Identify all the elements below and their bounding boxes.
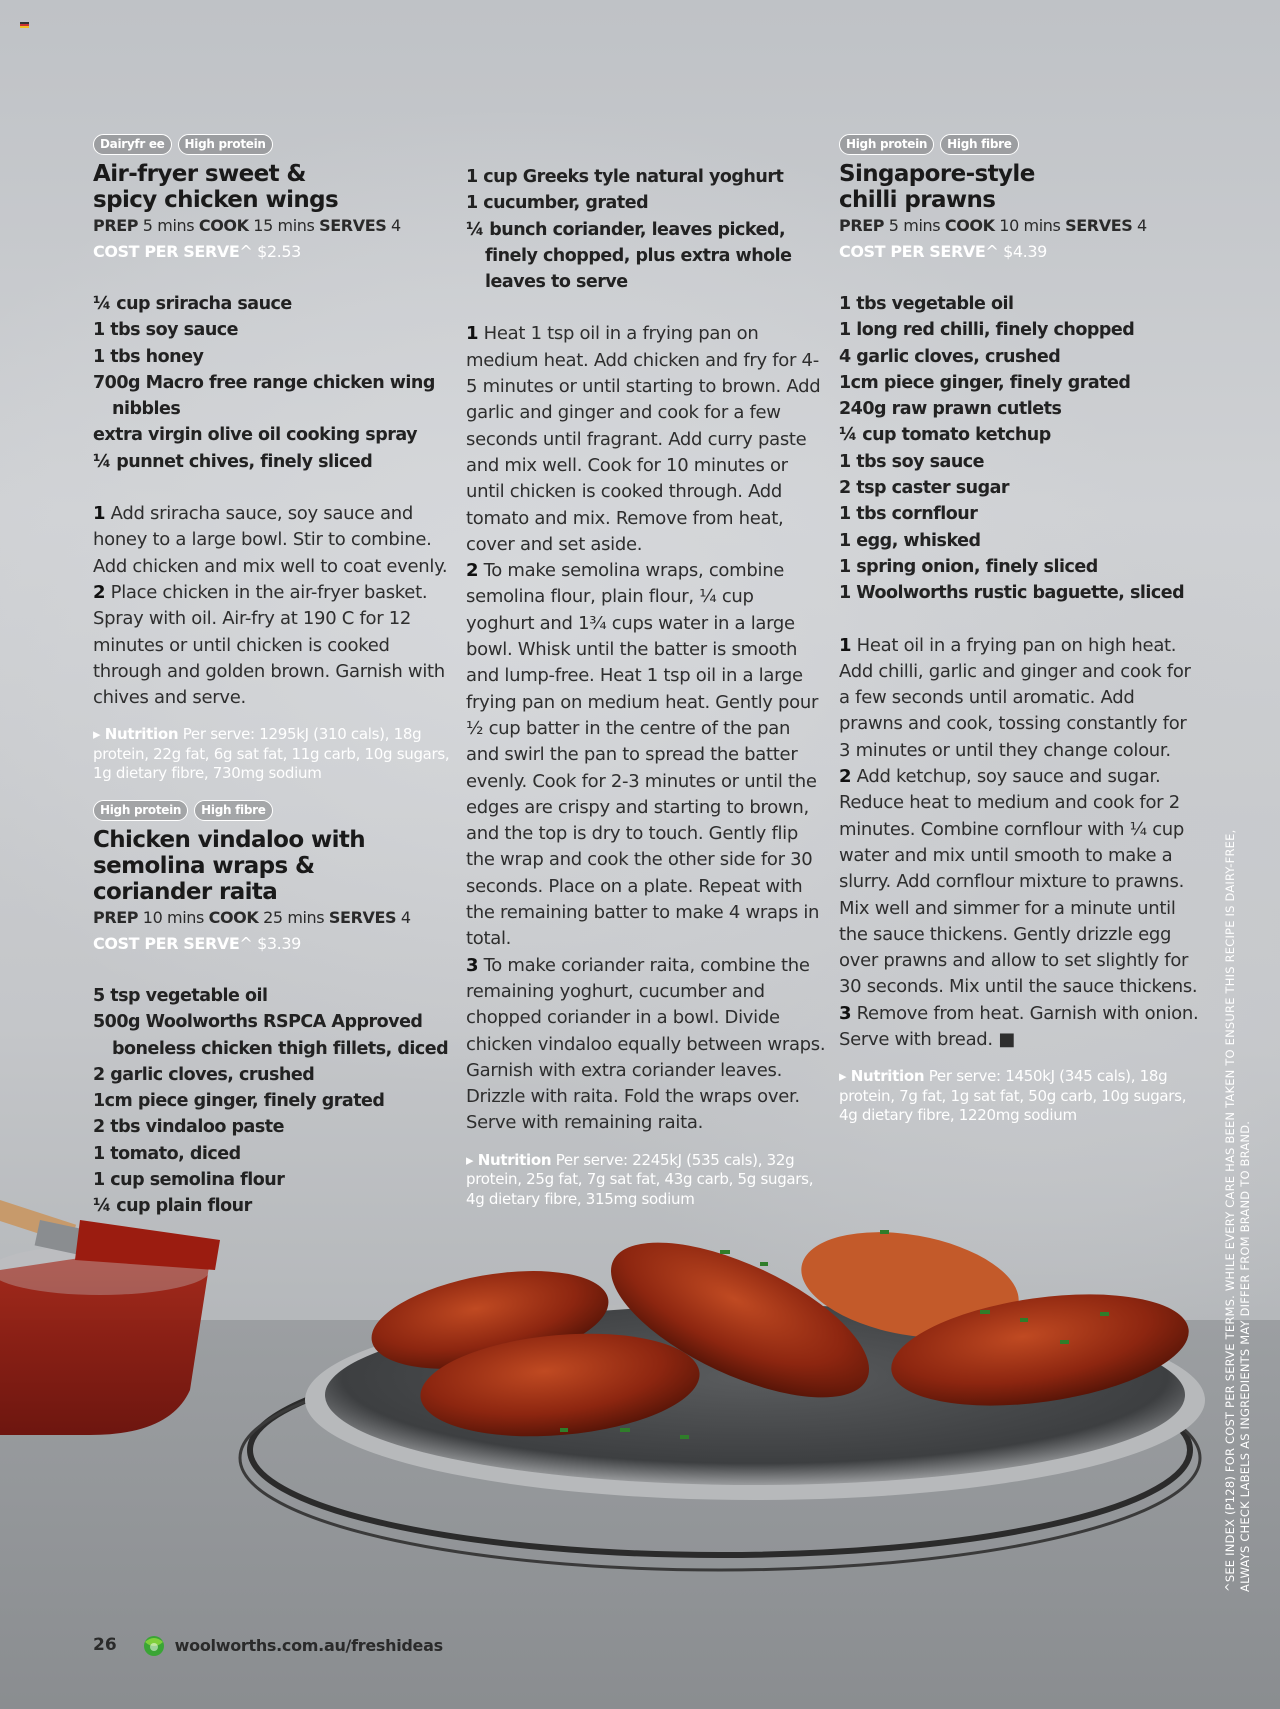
recipe-meta: PREP 5 mins COOK 15 mins SERVES 4 [93, 216, 401, 235]
recipe-chicken-wings [93, 134, 453, 784]
page-number: 26 [93, 1635, 117, 1655]
method-step: 1 Add sriracha sauce, soy sauce and honey to a large bowl. Stir to combine. Add chicken and mix well to coat evenly. [93, 503, 448, 577]
page-footer [93, 1632, 443, 1658]
triangle-right-icon: ▸ [93, 725, 101, 744]
tag-list [839, 134, 1199, 155]
method-step: 2 Place chicken in the air-fryer basket. Spray with oil. Air-fry at 190 C for 12 minutes or until chicken is cooked through and golden brown. Garnish with chives and serve. [93, 581, 445, 709]
ingredient-item: 1 egg, whisked [839, 530, 981, 551]
ingredient-item: 2 tbs vindaloo paste [93, 1117, 284, 1138]
ingredient-item: 1 spring onion, finely sliced [839, 556, 1098, 577]
ingredient-item: 500g Woolworths RSPCA Approved boneless chicken thigh fillets, diced [93, 1012, 449, 1059]
ingredient-item: 1cm piece ginger, finely grated [839, 372, 1131, 393]
ingredient-item: 2 garlic cloves, crushed [93, 1064, 315, 1085]
ingredient-item: 1 tbs cornflour [839, 504, 978, 525]
ingredient-item: 700g Macro free range chicken wing nibbles [93, 372, 435, 420]
ingredient-item: 1 tbs soy sauce [839, 451, 985, 472]
ingredient-item: 4 garlic cloves, crushed [839, 346, 1061, 367]
cost-per-serve: COST PER SERVE^ $3.39 [93, 933, 301, 953]
ingredient-item: 1 cup Greeks tyle natural yoghurt [466, 167, 784, 187]
tag-list [93, 134, 453, 155]
method-step: 3 Remove from heat. Garnish with onion. Serve with bread. ■ [839, 1002, 1199, 1051]
woolworths-logo-icon [139, 1632, 169, 1658]
tag-dairy-free: Dairyfr ee [93, 134, 172, 155]
woolworths-logo [139, 1632, 443, 1658]
tag-high-protein: High protein [178, 134, 273, 155]
column-right [839, 134, 1199, 1126]
method-step: 2 To make semolina wraps, combine semolina flour, plain flour, ¼ cup yoghurt and 1¾ cups water in a large bowl. Whisk until the batter is smooth and lump-free. Heat 1 tsp oil in a large frying pan on medium heat. Gently pour ½ cup batter in the centre of the pan and swirl the pan to spread the batter evenly. Cook for 2-3 minutes or until the edges are crispy and starting to brown, and the top is dry to touch. Gently flip the wrap and cook the other side for 30 seconds. Place on a plate. Repeat with the remaining batter to make 4 wraps in total. [466, 560, 820, 950]
recipe-title: Chicken vindaloo with semolina wraps & coriander raita [93, 826, 366, 905]
tag-list [93, 800, 453, 821]
recipe-meta: PREP 10 mins COOK 25 mins SERVES 4 [93, 907, 411, 927]
side-disclaimer: ^SEE INDEX (P128) FOR COST PER SERVE TERMS. WHILE EVERY CARE HAS BEEN TAKEN TO ENSURE THIS RECIPE IS DAIRY-FREE, ALWAYS CHECK LABELS AS INGREDIENTS MAY DIFFER FROM BRAND TO BRAND. [1223, 829, 1252, 1592]
ingredient-item: 1 long red chilli, finely chopped [839, 320, 1135, 341]
ingredient-item: 1 tbs honey [93, 346, 204, 367]
nutrition-info: ▸ Nutrition Per serve: 2245kJ (535 cals), 32g protein, 25g fat, 7g sat fat, 43g carb, 5g sugars, 4g dietary fibre, 315mg sodium [466, 1150, 814, 1208]
ingredient-list [839, 291, 1199, 607]
black-square-icon: ■ [998, 1029, 1015, 1051]
ingredient-item: 1 tomato, diced [93, 1143, 241, 1164]
ingredient-item: 1cm piece ginger, finely grated [93, 1091, 385, 1112]
method-step: 2 Add ketchup, soy sauce and sugar. Reduce heat to medium and cook for 2 minutes. Combine cornflour with ¼ cup water and mix until smooth to make a slurry. Add cornflour mixture to prawns. Mix well and simmer for a minute until the sauce thickens. Gently drizzle egg over prawns and allow to set slightly for 30 seconds. Mix until the sauce thickens. [839, 766, 1198, 998]
ingredient-list [93, 983, 453, 1220]
recipe-meta: PREP 5 mins COOK 10 mins SERVES 4 [839, 216, 1147, 235]
recipe-chicken-vindaloo [93, 800, 453, 1220]
method-step: 1 Heat 1 tsp oil in a frying pan on medium heat. Add chicken and fry for 4-5 minutes or until starting to brown. Add garlic and ginger and cook for a few seconds until fragrant. Add curry paste and mix well. Cook for 10 minutes or until chicken is cooked through. Add tomato and mix. Remove from heat, cover and set aside. [466, 323, 821, 555]
ingredient-item: ¼ cup sriracha sauce [93, 294, 292, 314]
ingredient-item: 1 tbs vegetable oil [839, 294, 1014, 314]
column-middle [466, 164, 826, 1209]
method-steps [466, 321, 826, 1136]
recipe-chilli-prawns [839, 134, 1199, 1126]
ingredient-item: ¼ cup plain flour [93, 1196, 252, 1217]
cost-per-serve: COST PER SERVE^ $2.53 [93, 242, 301, 261]
tag-high-protein: High protein [839, 134, 934, 155]
recipe-title: Singapore-style chilli prawns [839, 161, 1035, 213]
ingredient-item: 1 tbs soy sauce [93, 320, 239, 341]
tag-high-protein: High protein [93, 800, 188, 821]
ingredient-list-continued [466, 164, 826, 295]
ingredient-item: 1 Woolworths rustic baguette, sliced [839, 583, 1185, 604]
triangle-right-icon: ▸ [839, 1067, 847, 1086]
ingredient-item: ¼ cup tomato ketchup [839, 425, 1051, 446]
ingredient-item: 5 tsp vegetable oil [93, 985, 268, 1006]
method-step: 3 To make coriander raita, combine the remaining yoghurt, cucumber and chopped coriander in a bowl. Divide chicken vindaloo equally between wraps. Garnish with extra coriander leaves. Drizzle with raita. Fold the wraps over. Serve with remaining raita. [466, 954, 826, 1134]
triangle-right-icon: ▸ [466, 1150, 474, 1169]
tag-high-fibre: High fibre [940, 134, 1018, 155]
tag-high-fibre: High fibre [194, 800, 272, 821]
ingredient-item: 1 cucumber, grated [466, 193, 649, 214]
ingredient-item: 2 tsp caster sugar [839, 478, 1010, 499]
website-link[interactable]: woolworths.com.au/freshideas [174, 1635, 443, 1655]
flag-icon [20, 22, 29, 28]
column-left [93, 134, 453, 1220]
method-step: 1 Heat oil in a frying pan on high heat. Add chilli, garlic and ginger and cook for a few seconds until aromatic. Add prawns and cook, tossing constantly for 3 minutes or until they change colour. [839, 634, 1191, 761]
cost-per-serve: COST PER SERVE^ $4.39 [839, 242, 1047, 261]
nutrition-info: ▸ Nutrition Per serve: 1295kJ (310 cals), 18g protein, 22g fat, 6g sat fat, 11g carb, 10g sugars, 1g dietary fibre, 730mg sodium [93, 725, 450, 783]
method-steps [93, 501, 453, 711]
ingredient-list [93, 291, 453, 475]
method-steps [839, 633, 1199, 1054]
ingredient-item: ¼ punnet chives, finely sliced [93, 451, 373, 472]
recipe-title: Air-fryer sweet & spicy chicken wings [93, 161, 339, 213]
ingredient-item: 1 cup semolina flour [93, 1170, 285, 1191]
ingredient-item: 240g raw prawn cutlets [839, 399, 1062, 420]
ingredient-item: extra virgin olive oil cooking spray [93, 425, 418, 446]
ingredient-item: ¼ bunch coriander, leaves picked, finely chopped, plus extra whole leaves to serve [466, 219, 792, 293]
nutrition-info: ▸ Nutrition Per serve: 1450kJ (345 cals), 18g protein, 7g fat, 1g sat fat, 50g carb, 10g sugars, 4g dietary fibre, 1220mg sodium [839, 1067, 1187, 1125]
